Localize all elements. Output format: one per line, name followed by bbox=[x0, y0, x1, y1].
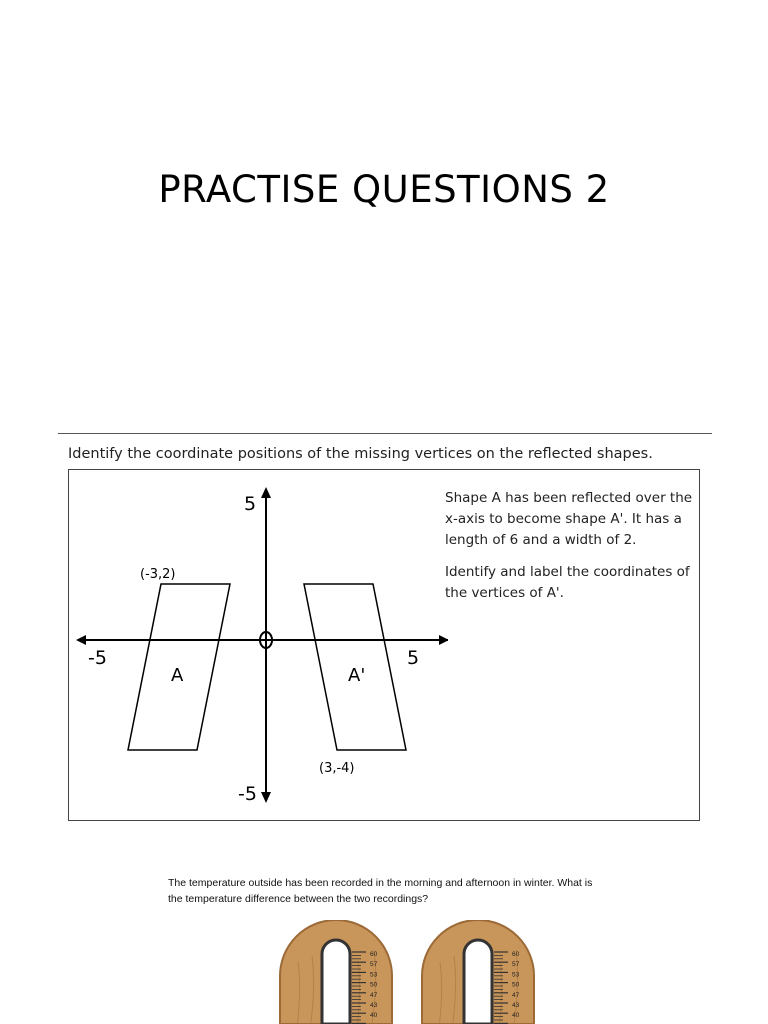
thermometer-morning bbox=[278, 920, 398, 1024]
scale-label: 50 bbox=[512, 981, 520, 989]
thermometer-tube bbox=[464, 940, 492, 1024]
question2-text: The temperature outside has been recorded in the morning and afternoon in winter. What is the temperature difference between the two recordings? bbox=[168, 877, 593, 905]
scale-label: 57 bbox=[370, 961, 378, 969]
scale-label: 40 bbox=[512, 1012, 520, 1020]
y-axis-up-arrow-icon bbox=[261, 487, 271, 498]
x-axis-left-arrow-icon bbox=[76, 635, 86, 645]
scale-label: 53 bbox=[512, 971, 520, 979]
y-axis-down-arrow-icon bbox=[261, 792, 271, 803]
point-a-label: (-3,2) bbox=[140, 567, 176, 582]
scale-label: 57 bbox=[512, 961, 520, 969]
point-a-prime-label: (3,-4) bbox=[319, 761, 355, 776]
scale-label: 43 bbox=[370, 1002, 378, 1009]
divider bbox=[58, 433, 712, 434]
thermometer-tube bbox=[322, 940, 350, 1024]
thermometer-afternoon bbox=[420, 920, 540, 1024]
question1-task: Identify and label the coordinates of the vertices of A'. bbox=[445, 564, 690, 601]
x-axis-min-label: -5 bbox=[88, 647, 107, 669]
coordinate-graph bbox=[68, 469, 448, 819]
y-axis-max-label: 5 bbox=[244, 493, 257, 515]
scale-label: 53 bbox=[370, 971, 378, 979]
scale-label: 50 bbox=[370, 981, 378, 989]
scale-label: 40 bbox=[370, 1012, 378, 1020]
page-title: PRACTISE QUESTIONS 2 bbox=[158, 168, 610, 211]
scale-label: 47 bbox=[370, 991, 378, 999]
question1-description: Shape A has been reflected over the x-axis to become shape A'. It has a length of 6 and a width of 2. bbox=[445, 490, 693, 548]
scale-label: 60 bbox=[370, 951, 378, 958]
y-axis-min-label: -5 bbox=[238, 783, 257, 805]
x-axis-right-arrow-icon bbox=[439, 635, 448, 645]
shape-a-label: A bbox=[171, 665, 184, 686]
shape-a-prime-label: A' bbox=[348, 665, 366, 686]
scale-label: 60 bbox=[512, 951, 520, 958]
x-axis-max-label: 5 bbox=[407, 647, 420, 669]
scale-label: 43 bbox=[512, 1002, 520, 1009]
scale-label: 47 bbox=[512, 991, 520, 999]
question1-instruction: Identify the coordinate positions of the missing vertices on the reflected shapes. bbox=[68, 446, 653, 462]
